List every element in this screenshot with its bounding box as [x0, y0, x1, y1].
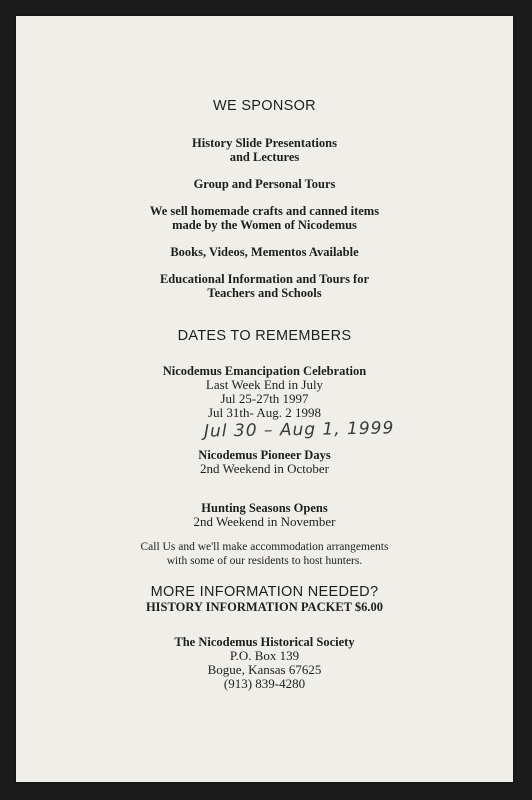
hunting-note-line: Call Us and we'll make accommodation arrangements — [140, 541, 389, 553]
sponsor-item-books — [16, 245, 513, 259]
pioneer-title: Nicodemus Pioneer Days — [198, 448, 331, 462]
document-page — [16, 16, 513, 782]
info-packet-price: HISTORY INFORMATION PACKET $6.00 — [145, 600, 384, 614]
emancipation-date-line: Jul 25-27th 1997 — [220, 391, 309, 406]
flyer-content — [16, 98, 513, 691]
sponsor-item-education — [16, 272, 513, 300]
sponsor-item-line: History Slide Presentations — [192, 136, 337, 150]
hunting-title: Hunting Seasons Opens — [201, 501, 328, 515]
sponsor-item-line: Group and Personal Tours — [193, 177, 336, 191]
hunting-note-line: with some of our residents to host hunters. — [166, 555, 363, 567]
emancipation-dates — [16, 378, 513, 420]
address-line: Bogue, Kansas 67625 — [207, 662, 322, 677]
sponsor-item-line: Educational Information and Tours for — [159, 272, 370, 286]
emancipation-date-line: Jul 31th- Aug. 2 1998 — [207, 405, 322, 420]
emancipation-date-line: Last Week End in July — [205, 377, 324, 392]
sponsor-item-tours — [16, 177, 513, 191]
society-address — [16, 649, 513, 691]
emancipation-title: Nicodemus Emancipation Celebration — [162, 364, 367, 378]
sponsor-item-line: and Lectures — [229, 150, 300, 164]
more-info-heading: MORE INFORMATION NEEDED? — [150, 584, 379, 600]
sponsor-heading: WE SPONSOR — [213, 98, 316, 114]
phone-number: (913) 839-4280 — [223, 676, 306, 691]
sponsor-item-line: Teachers and Schools — [207, 286, 322, 300]
sponsor-item-line: Books, Videos, Mementos Available — [170, 245, 359, 259]
handwritten-date-note: Jul 30 – Aug 1, 1999 — [204, 418, 395, 442]
sponsor-item-crafts — [16, 204, 513, 232]
dates-heading: DATES TO REMEMBERS — [177, 328, 352, 344]
handwritten-note-row — [16, 420, 513, 444]
address-line: P.O. Box 139 — [229, 648, 300, 663]
hunting-note — [16, 540, 513, 568]
sponsor-item-slides — [16, 136, 513, 164]
pioneer-date: 2nd Weekend in October — [199, 461, 330, 476]
sponsor-item-line: We sell homemade crafts and canned items — [149, 204, 380, 218]
society-name: The Nicodemus Historical Society — [174, 635, 355, 649]
hunting-date: 2nd Weekend in November — [193, 514, 336, 529]
sponsor-item-line: made by the Women of Nicodemus — [172, 218, 357, 232]
